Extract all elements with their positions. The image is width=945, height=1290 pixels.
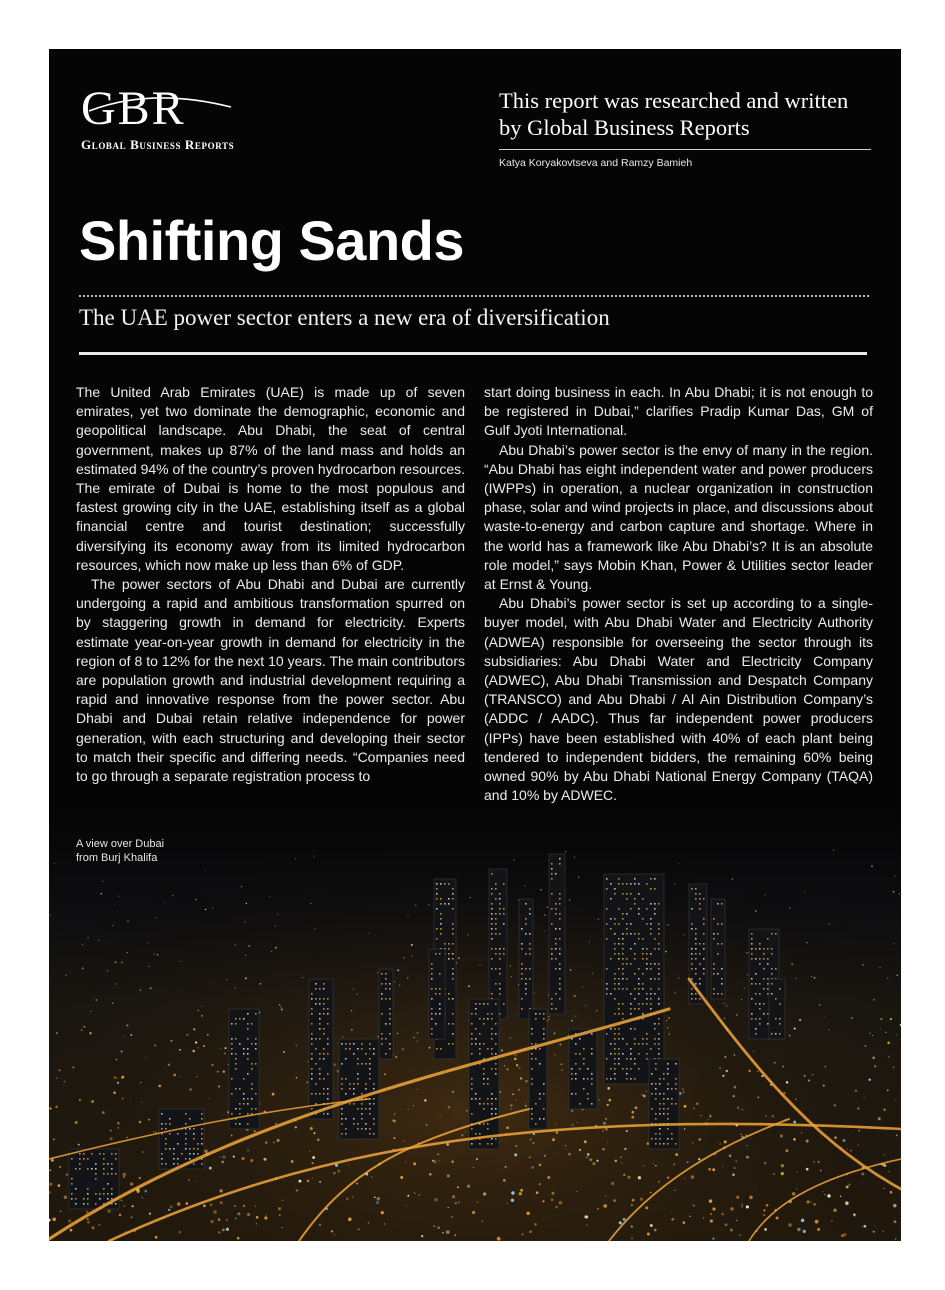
logo-swoosh-icon (81, 85, 241, 135)
body-column-left (76, 383, 465, 786)
solid-divider (79, 352, 867, 355)
caption-line: A view over Dubai (76, 838, 165, 850)
photo-caption (76, 837, 186, 865)
logo-subtitle: Global Business Reports (81, 137, 235, 152)
logo-mark: GBR (81, 85, 186, 133)
credit-authors: Katya Koryakovtseva and Ramzy Bamieh (499, 157, 693, 169)
paragraph: The United Arab Emirates (UAE) is made up of seven emirates, yet two dominate the demographic, economic and geopolitical landscape. Abu Dhabi, the seat of central government, makes up 87% of the land mass and holds an estimated 94% of the country’s proven hydrocarbon resources. The emirate of Dubai is home to the most populous and fastest growing city in the UAE, establishing itself as a global financial centre and tourist destination; successfully diversifying its economy away from its limited hydrocarbon resources, which now make up less than 6% of GDP. (76, 384, 465, 573)
credit-block (499, 87, 871, 169)
paragraph: The power sectors of Abu Dhabi and Dubai are currently undergoing a rapid and ambitious transformation spurred on by staggering growth in demand for electricity. Experts estimate year-on-year growth in demand for electricity in the region of 8 to 12% for the next 10 years. The main contributors are population growth and industrial development requiring a rapid and innovative response from the power sector. Abu Dhabi and Dubai retain relative independence for power generation, with each structuring and developing their sector to match their specific and differing needs. “Companies need to go through a separate registration process to (76, 576, 465, 785)
credit-title: This report was researched and written by Global Business Reports (499, 88, 849, 140)
report-title: Shifting Sands (79, 209, 464, 272)
dotted-divider (79, 295, 869, 297)
gbr-logo (81, 82, 281, 153)
credit-divider (499, 149, 871, 150)
caption-line: from Burj Khalifa (76, 852, 158, 864)
report-page (49, 49, 901, 1241)
body-column-right (484, 383, 873, 805)
report-subtitle: The UAE power sector enters a new era of diversification (79, 305, 610, 330)
dubai-night-photo (49, 809, 901, 1241)
paragraph: Abu Dhabi’s power sector is set up according to a single-buyer model, with Abu Dhabi Water and Electricity Authority (ADWEA) responsible for overseeing the sector through its subsidiaries: Abu Dhabi Water and Electricity Company (ADWEC), Abu Dhabi Transmission and Despatch Company (TRANSCO) and Abu Dhabi / Al Ain Distribution Company’s (ADDC / AADC). Thus far independent power producers (IPPs) have been established with 40% of each plant being tendered to independent bidders, the remaining 60% being owned 90% by Abu Dhabi National Energy Company (TAQA) and 10% by ADWEC. (484, 595, 873, 804)
paragraph: Abu Dhabi’s power sector is the envy of many in the region. “Abu Dhabi has eight independent water and power producers (IWPPs) in operation, a nuclear organization in construction phase, solar and wind projects in place, and discussions about waste-to-energy and carbon capture and shortage. Where in the world has a framework like Abu Dhabi’s? It is an absolute role model,” says Mobin Khan, Power & Utilities sector leader at Ernst & Young. (484, 441, 873, 593)
paragraph: start doing business in each. In Abu Dhabi; it is not enough to be registered in Dubai,” clarifies Pradip Kumar Das, GM of Gulf Jyoti International. (484, 384, 873, 439)
